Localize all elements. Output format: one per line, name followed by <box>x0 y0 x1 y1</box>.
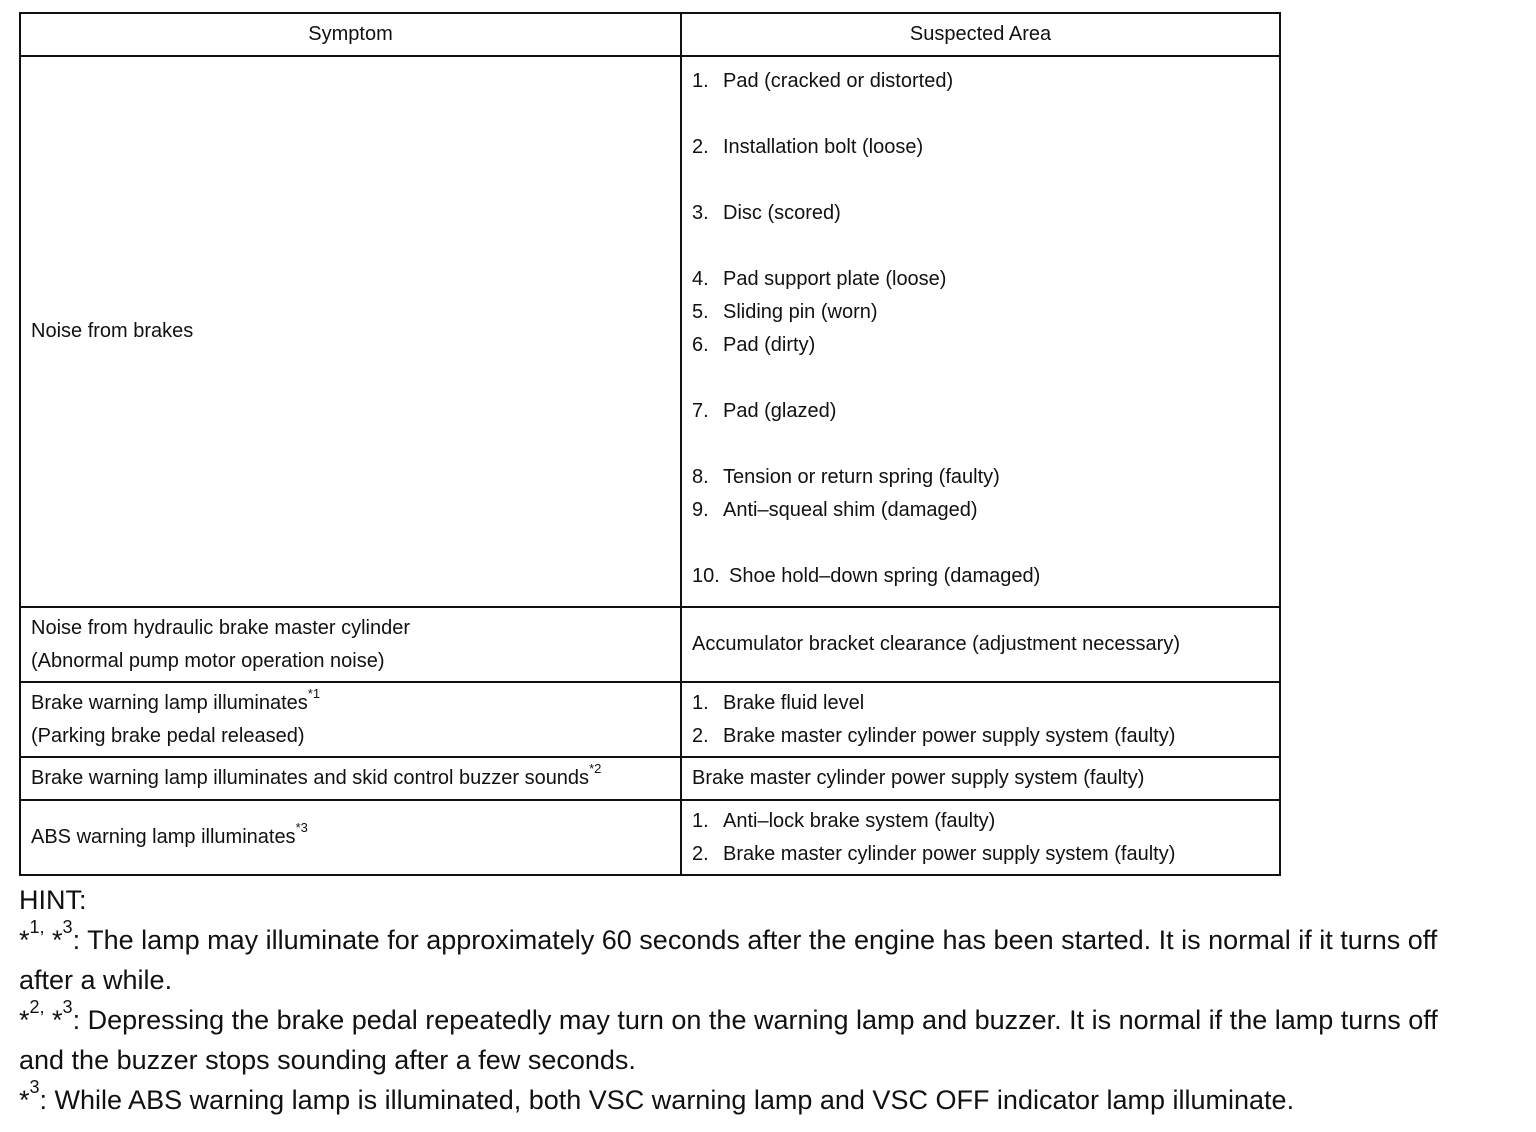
list-item: 1. Anti–lock brake system (faulty) <box>692 809 996 832</box>
list-item: 7. Pad (glazed) <box>692 400 837 422</box>
table-header-row <box>20 13 1280 56</box>
suspected-area-cell <box>681 56 1280 607</box>
column-header-symptom: Symptom <box>20 13 681 56</box>
list-item: 3. Disc (scored) <box>692 202 841 224</box>
suspected-area-cell <box>681 757 1280 800</box>
symptom-text: Brake warning lamp illuminates$^{*1}$ <box>31 685 321 714</box>
list-item: 2. Installation bolt (loose) <box>692 136 924 158</box>
hint-note: *$^{1,}$ *$^3$: The lamp may illuminate for approximately 60 seconds after the engine has been started. It is normal if it turns off after a while. <box>19 917 1438 995</box>
column-header-suspected-area: Suspected Area <box>681 13 1280 56</box>
suspected-area-cell <box>681 682 1280 757</box>
list-item: 2. Brake master cylinder power supply system (faulty) <box>692 724 1176 747</box>
suspected-area-cell <box>681 607 1280 682</box>
suspected-area-text: Accumulator bracket clearance (adjustment necessary) <box>692 633 1180 655</box>
symptom-cell <box>20 800 681 875</box>
symptom-subtext: (Abnormal pump motor operation noise) <box>31 649 385 672</box>
list-item: 5. Sliding pin (worn) <box>692 301 878 323</box>
suspected-area-cell <box>681 800 1280 875</box>
document <box>19 12 1479 1120</box>
table-row <box>20 800 1280 875</box>
list-item: 9. Anti–squeal shim (damaged) <box>692 499 978 521</box>
suspected-area-text: Brake master cylinder power supply system (faulty) <box>692 767 1145 789</box>
table-row <box>20 757 1280 800</box>
symptom-cell <box>20 682 681 757</box>
list-item: 2. Brake master cylinder power supply system (faulty) <box>692 842 1176 865</box>
hint-note: *$^{2,}$ *$^3$: Depressing the brake pedal repeatedly may turn on the warning lamp and buzzer. It is normal if the lamp turns off and the buzzer stops sounding after a few seconds. <box>19 997 1438 1075</box>
footnote-ref: *2 <box>589 761 602 777</box>
list-item: 10. Shoe hold–down spring (damaged) <box>692 565 1041 587</box>
list-item: 1. Brake fluid level <box>692 691 865 714</box>
footnote-ref: *1 <box>307 685 321 701</box>
symptom-cell <box>20 607 681 682</box>
symptom-subtext: (Parking brake pedal released) <box>31 724 305 747</box>
table-row <box>20 682 1280 757</box>
footnote-ref: *3 <box>295 820 308 836</box>
list-item: 1. Pad (cracked or distorted) <box>692 70 954 92</box>
list-item: 4. Pad support plate (loose) <box>692 268 947 290</box>
symptom-text: Brake warning lamp illuminates and skid control buzzer sounds$^{*2}$ <box>31 761 602 789</box>
symptom-cell <box>20 56 681 607</box>
hint-section <box>19 880 1479 1120</box>
list-item: 8. Tension or return spring (faulty) <box>692 466 1000 488</box>
problem-symptoms-table <box>19 12 1281 876</box>
list-item: 6. Pad (dirty) <box>692 334 816 356</box>
table-row <box>20 607 1280 682</box>
symptom-text: ABS warning lamp illuminates$^{*3}$ <box>31 820 308 848</box>
table-row <box>20 56 1280 607</box>
hint-label: HINT: <box>19 885 87 915</box>
symptom-cell <box>20 757 681 800</box>
symptom-text: Noise from hydraulic brake master cylinder <box>31 616 411 639</box>
symptom-text: Noise from brakes <box>31 320 194 342</box>
hint-note: *$^3$: While ABS warning lamp is illuminated, both VSC warning lamp and VSC OFF indicator lamp illuminate. <box>19 1077 1295 1115</box>
